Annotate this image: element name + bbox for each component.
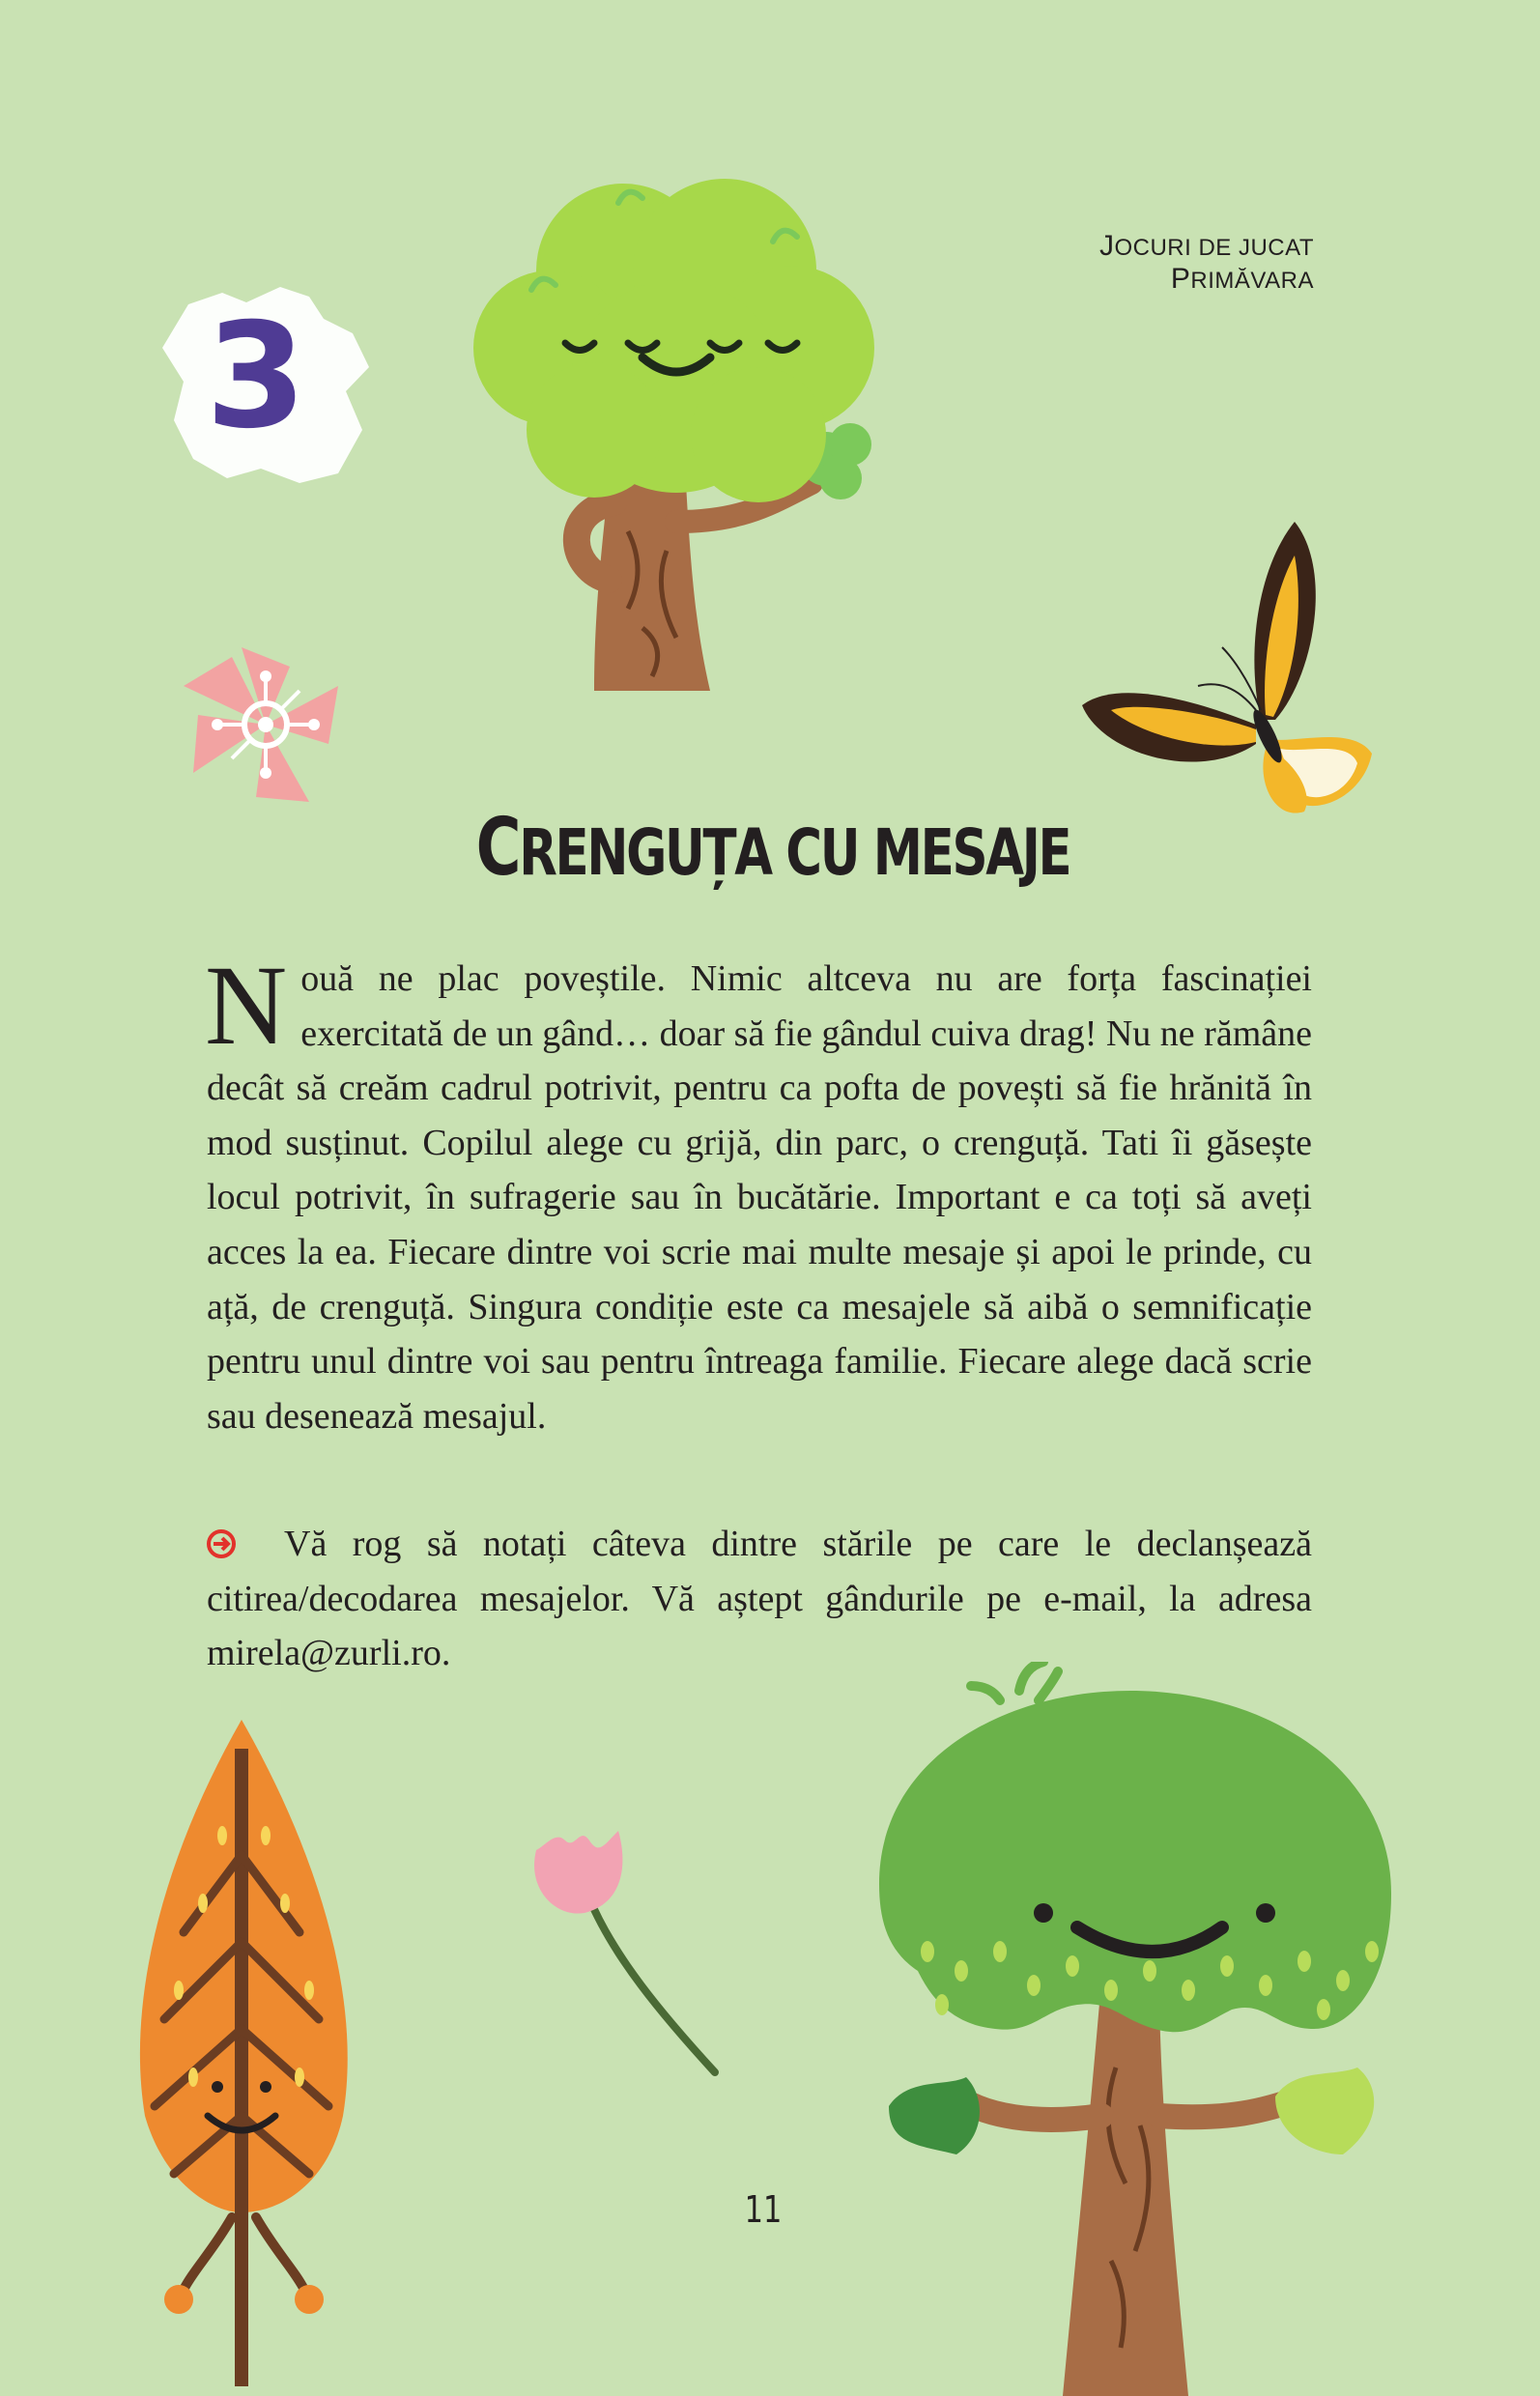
pink-tulip-illustration	[507, 1811, 729, 2082]
note-paragraph	[207, 1517, 1312, 1681]
big-green-tree-illustration	[870, 1662, 1411, 2396]
chapter-title: CRENGUȚA CU MESAJE	[475, 802, 1070, 894]
orange-leaf-tree-illustration	[126, 1710, 367, 2386]
drop-cap: N	[205, 942, 288, 1069]
chapter-number: 3	[205, 293, 307, 461]
body-paragraph	[205, 942, 1312, 1443]
cloud-tree-illustration	[435, 164, 898, 705]
note-text: Vă rog să notați câteva dintre stările pe care le declanșează citirea/decodarea mesajelor. Vă aștept gândurile pe e-mail, la adresa mirela@zurli.ro.	[207, 1524, 1312, 1674]
body-text: ouă ne plac poveștile. Nimic altceva nu are forța fascinației exercitată de un gând… doar să fie gândul cuiva drag! Nu ne rămâne decât să creăm cadrul potrivit, pentru ca pofta de povești să fie hrănită în mod susținut. Copilul alege cu grijă, din parc, o crenguță. Tati îi găsește locul potrivit, în sufragerie sau în bucătărie. Important e ca toți să aveți acces la ea. Fiecare dintre voi scrie mai multe mesaje și apoi le prinde, cu ață, de crenguță. Singura condiție este ca mesajele să aibă o semnificație pentru unul dintre voi sau pentru întreaga familie. Fiecare alege dacă scrie sau desenează mesajul.	[207, 958, 1312, 1437]
pink-flower-illustration	[184, 638, 348, 812]
page-number: 11	[744, 2188, 783, 2231]
arrow-right-icon	[207, 1529, 236, 1558]
running-head: JOCURI DE JUCAT PRIMĂVARA	[1098, 230, 1314, 295]
butterfly-illustration	[1063, 512, 1391, 831]
